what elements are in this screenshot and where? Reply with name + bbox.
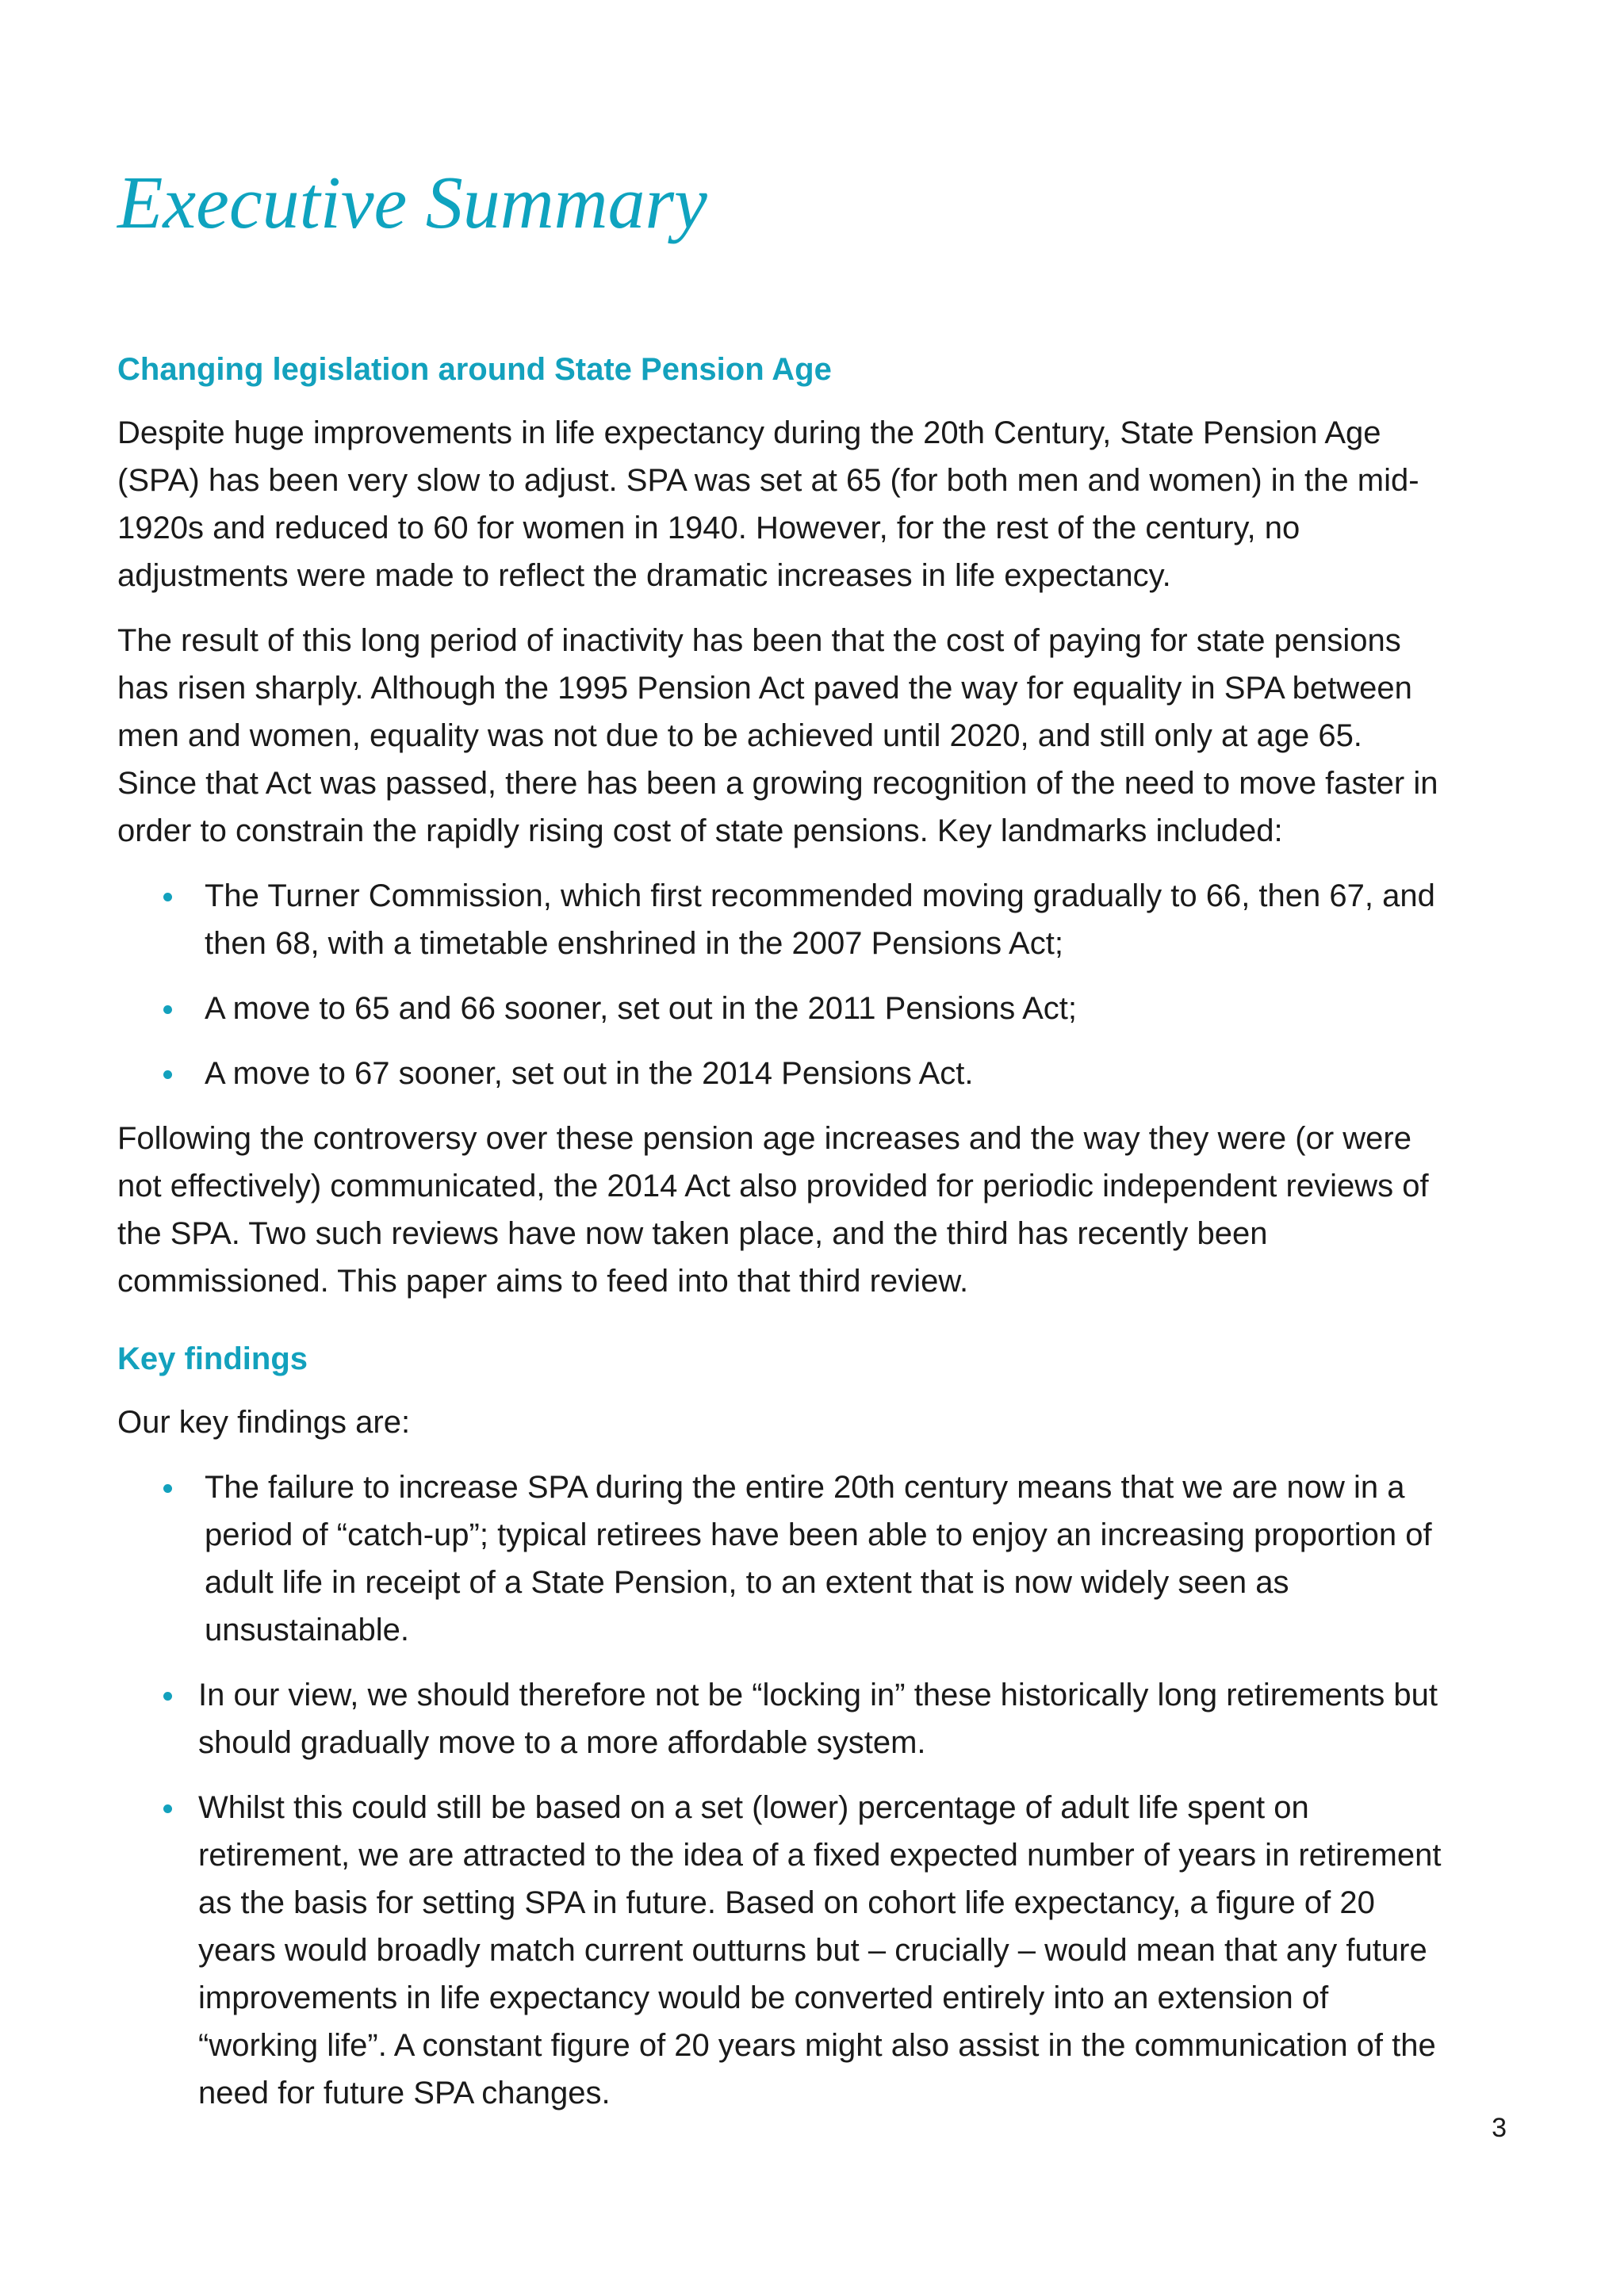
section-heading-legislation: Changing legislation around State Pension Age — [117, 352, 832, 387]
list-item-text: In our view, we should therefore not be “locking in” these historically long retirements but should gradually move to a more affordable system. — [198, 1678, 1438, 1760]
landmarks-list — [117, 872, 1450, 1097]
bullet-icon — [163, 1070, 172, 1079]
list-item — [117, 985, 1450, 1032]
section-heading-key-findings: Key findings — [117, 1341, 308, 1376]
bullet-icon — [163, 1005, 172, 1014]
list-item — [117, 872, 1450, 967]
paragraph: Our key findings are: — [117, 1405, 411, 1440]
list-item — [117, 1464, 1450, 1654]
findings-list — [117, 1464, 1450, 2117]
list-item-text: Whilst this could still be based on a set (lower) percentage of adult life spent on retirement, we are attracted to the idea of a fixed expected number of years in retirement as the basis for setting SPA in future. Based on cohort life expectancy, a figure of 20 years would broadly match current outturns but – crucially – would mean that any future improvements in life expectancy would be converted entirely into an extension of “working life”. A constant figure of 20 years might also assist in the communication of the need for future SPA changes. — [198, 1790, 1442, 2110]
list-item-text: A move to 67 sooner, set out in the 2014 Pensions Act. — [205, 1056, 974, 1091]
paragraph: Despite huge improvements in life expectancy during the 20th Century, State Pension Age (SPA) has been very slow to adjust. SPA was set at 65 (for both men and women) in the mid-1920s and reduced to 60 for women in 1940. However, for the rest of the century, no adjustments were made to reflect the dramatic increases in life expectancy. — [117, 415, 1419, 593]
bullet-icon — [163, 1692, 172, 1701]
paragraph: Following the controversy over these pension age increases and the way they were (or were not effectively) communicated, the 2014 Act also provided for periodic independent reviews of the SPA. Two such reviews have now taken place, and the third has recently been commissioned. This paper aims to feed into that third review. — [117, 1121, 1429, 1299]
page-number: 3 — [1492, 2113, 1507, 2143]
list-item-text: A move to 65 and 66 sooner, set out in the 2011 Pensions Act; — [205, 991, 1078, 1026]
document-body — [117, 346, 1450, 2117]
list-item-text: The Turner Commission, which first recommended moving gradually to 66, then 67, and then 68, with a timetable enshrined in the 2007 Pensions Act; — [205, 878, 1435, 961]
bullet-icon — [163, 1804, 172, 1813]
bullet-icon — [163, 1484, 172, 1493]
list-item — [117, 1784, 1450, 2117]
list-item-text: The failure to increase SPA during the entire 20th century means that we are now in a period of “catch-up”; typical retirees have been able to enjoy an increasing proportion of adult life in receipt of a State Pension, to an extent that is now widely seen as unsustainable. — [205, 1470, 1432, 1647]
paragraph: The result of this long period of inactivity has been that the cost of paying for state pensions has risen sharply. Although the 1995 Pension Act paved the way for equality in SPA between men and women, equality was not due to be achieved until 2020, and still only at age 65. Since that Act was passed, there has been a growing recognition of the need to move faster in order to constrain the rapidly rising cost of state pensions. Key landmarks included: — [117, 623, 1438, 848]
bullet-icon — [163, 893, 172, 901]
list-item — [117, 1671, 1450, 1766]
list-item — [117, 1050, 1450, 1097]
page-title: Executive Summary — [117, 162, 707, 244]
